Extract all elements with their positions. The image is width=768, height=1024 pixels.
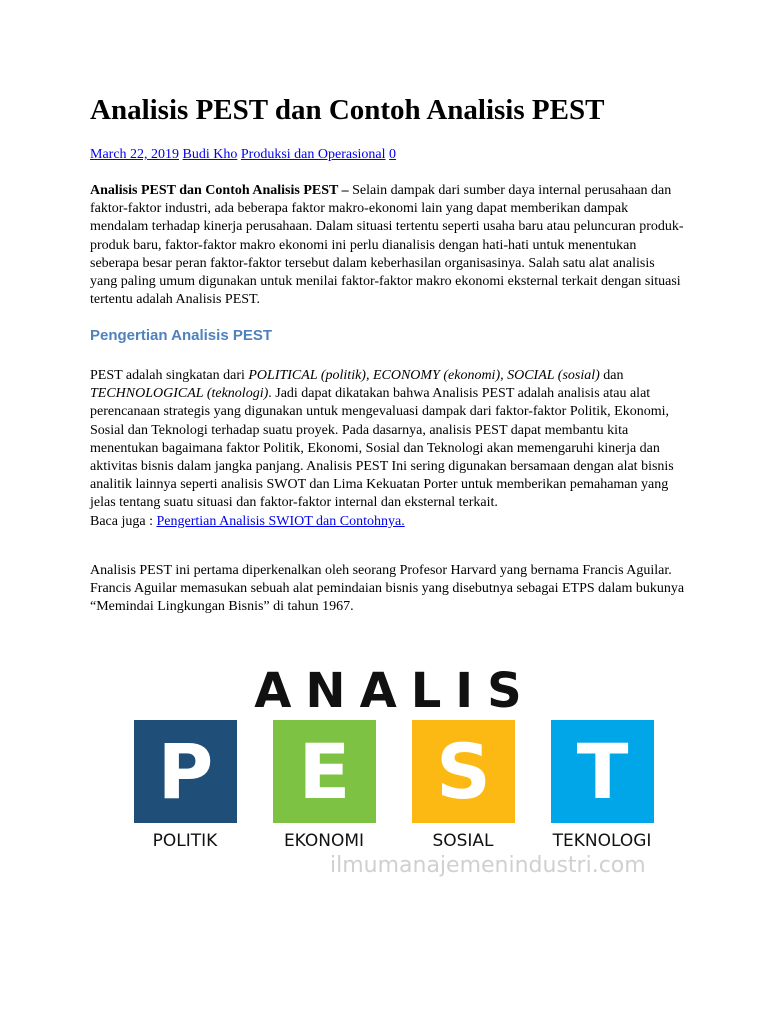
history-text: Analisis PEST ini pertama diperkenalkan oleh seorang Profesor Harvard yang bernama Francis Aguilar. Francis Aguilar memasukan sebuah alat pemindaian bisnis yang disebutnya sebagai ETPS dalam bukunya — [90, 563, 685, 597]
tile-s — [412, 720, 515, 823]
watermark-text: ilmumanajemenindustri.com — [330, 853, 646, 878]
category-link[interactable]: Produksi dan Operasional — [240, 147, 386, 162]
article-title: Analisis PEST dan Contoh Analisis PEST — [90, 94, 605, 126]
post-date-link[interactable]: March 22, 2019 — [90, 147, 180, 162]
pest-graphic-heading: ANALIS — [254, 663, 536, 719]
read-also — [90, 513, 685, 531]
tile-e — [273, 720, 376, 823]
intro-lead: Analisis PEST dan Contoh Analisis PEST – — [90, 183, 349, 198]
definition-text-2: dan — [599, 368, 624, 383]
intro-text: Selain dampak dari sumber daya internal perusahaan dan faktor-faktor industri, ada beberapa faktor makro-ekonomi lain yang dapat memberikan dampak mendalam terhadap kinerja perusahaan. Dalam situasi tertentu seperti usaha baru atau peluncuran produk-produk baru, faktor-faktor makro ekonomi ini perlu dianalisis dengan hati-hati untuk menentukan seberapa besar peran faktor-faktor tersebut dalam keberhasilan organisasinya. Salah satu alat analisis yang paling umum digunakan untuk menilai faktor-faktor makro ekonomi eksternal terkait dengan situasi tertentu adalah Analisis PEST. — [90, 183, 684, 308]
definition-text-3: . Jadi dapat dikatakan bahwa Analisis PEST adalah analisis atau alat perencanaan strategis yang digunakan untuk mengevaluasi dampak dari faktor-faktor Politik, Ekonomi, Sosial dan Teknologi terhadap suatu proyek. Pada dasarnya, analisis PEST dapat membantu kita menentukan bagaimana faktor Politik, Ekonomi, Sosial dan Teknologi akan memengaruhi kinerja dan aktivitas bisnis dalam jangka panjang. Analisis PEST Ini sering digunakan bersamaan dengan alat bisnis analitik lainnya seperti analisis SWOT dan Lima Kekuatan Porter untuk memberikan pemahaman yang jelas tentang suatu situasi dan faktor-faktor internal dan eksternal terkait. — [90, 386, 674, 511]
history-quote: “Memindai Lingkungan Bisnis” di tahun 1967 — [90, 599, 351, 615]
tile-t-letter: T — [576, 727, 629, 816]
tile-s-label: SOSIAL — [432, 831, 494, 851]
tile-p — [134, 720, 237, 823]
tile-t-label: TEKNOLOGI — [552, 831, 652, 851]
article-meta — [90, 146, 396, 164]
section-heading: Pengertian Analisis PEST — [90, 327, 272, 344]
intro-paragraph — [90, 182, 685, 309]
pest-graphic — [130, 662, 660, 882]
definition-italic-2: TECHNOLOGICAL (teknologi) — [90, 386, 269, 402]
tile-t — [551, 720, 654, 823]
read-also-link[interactable]: Pengertian Analisis SWIOT dan Contohnya. — [156, 513, 405, 529]
tile-e-letter: E — [298, 727, 351, 816]
tile-s-letter: S — [436, 727, 491, 816]
tile-p-label: POLITIK — [152, 831, 218, 851]
author-link[interactable]: Budi Kho — [182, 147, 238, 162]
definition-italic-1: POLITICAL (politik), ECONOMY (ekonomi), SOCIAL (sosial) — [248, 368, 600, 383]
tile-e-label: EKONOMI — [283, 831, 365, 851]
definition-paragraph — [90, 367, 685, 531]
history-paragraph — [90, 562, 685, 617]
comments-count-link[interactable]: 0 — [389, 147, 397, 162]
history-end: . — [350, 599, 354, 615]
tile-p-letter: P — [157, 727, 214, 816]
read-also-label: Baca juga : — [90, 513, 157, 529]
definition-text-1: PEST adalah singkatan dari — [90, 368, 249, 383]
